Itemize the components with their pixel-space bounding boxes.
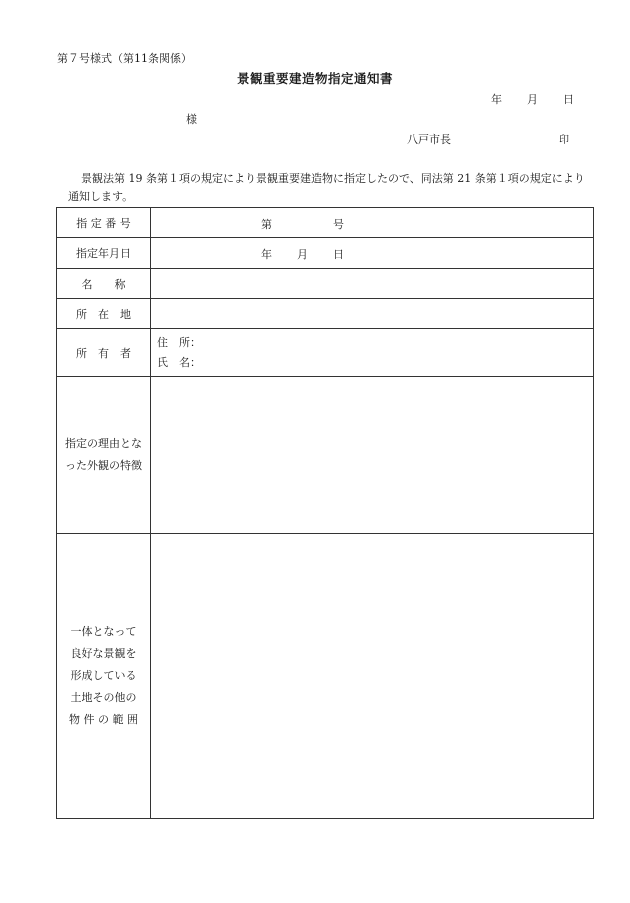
scope-label-line: 良好な景観を [70, 647, 137, 660]
designation-number-suffix: 号 [333, 218, 344, 231]
scope-label [57, 534, 151, 819]
notice-body-text: 景観法第 19 条第１項の規定により景観重要建造物に指定したので、同法第 21 条第１項の規定により通知します。 [68, 172, 585, 203]
reason-label-line: 指定の理由とな [65, 437, 142, 450]
reason-label [57, 377, 151, 534]
designation-date-field[interactable] [151, 238, 594, 269]
owner-label: 所 有 者 [57, 329, 151, 377]
row-reason [57, 377, 594, 534]
date-day-label: 日 [563, 93, 574, 106]
date-month-label: 月 [527, 93, 538, 106]
location-field[interactable] [151, 299, 594, 329]
designation-number-prefix: 第 [261, 218, 272, 231]
row-location [57, 299, 594, 329]
scope-label-line: 一体となって [70, 625, 137, 638]
document-title: 景観重要建造物指定通知書 [236, 71, 393, 86]
row-owner [57, 329, 594, 377]
seal-mark: 印 [559, 135, 569, 146]
owner-address-label: 住 所： [157, 335, 201, 349]
owner-name-label: 氏 名： [157, 355, 201, 369]
designation-date-day: 日 [333, 248, 344, 261]
location-label: 所 在 地 [57, 299, 151, 329]
issuer-name: 八戸市長 [407, 133, 451, 146]
designation-date-year: 年 [261, 248, 272, 261]
row-scope [57, 534, 594, 819]
designation-number-label: 指 定 番 号 [57, 208, 151, 238]
reason-field[interactable] [151, 377, 594, 534]
scope-label-line: 物 件 の 範 囲 [69, 713, 138, 726]
scope-label-line: 土地その他の [70, 691, 137, 704]
row-designation-number [57, 208, 594, 238]
scope-label-line: 形成している [70, 669, 137, 682]
row-name [57, 269, 594, 299]
name-field[interactable] [151, 269, 594, 299]
designation-number-field[interactable] [151, 208, 594, 238]
designation-date-label: 指定年月日 [57, 238, 151, 269]
form-number: 第７号様式（第11条関係） [57, 52, 192, 65]
reason-label-line: った外観の特徴 [65, 459, 142, 472]
designation-date-month: 月 [297, 248, 308, 261]
name-label: 名 称 [57, 269, 151, 299]
row-designation-date [57, 238, 594, 269]
scope-field[interactable] [151, 534, 594, 819]
addressee-honorific: 様 [186, 113, 197, 126]
notice-table [56, 207, 594, 819]
owner-field[interactable] [151, 329, 594, 377]
date-year-label: 年 [491, 93, 502, 106]
